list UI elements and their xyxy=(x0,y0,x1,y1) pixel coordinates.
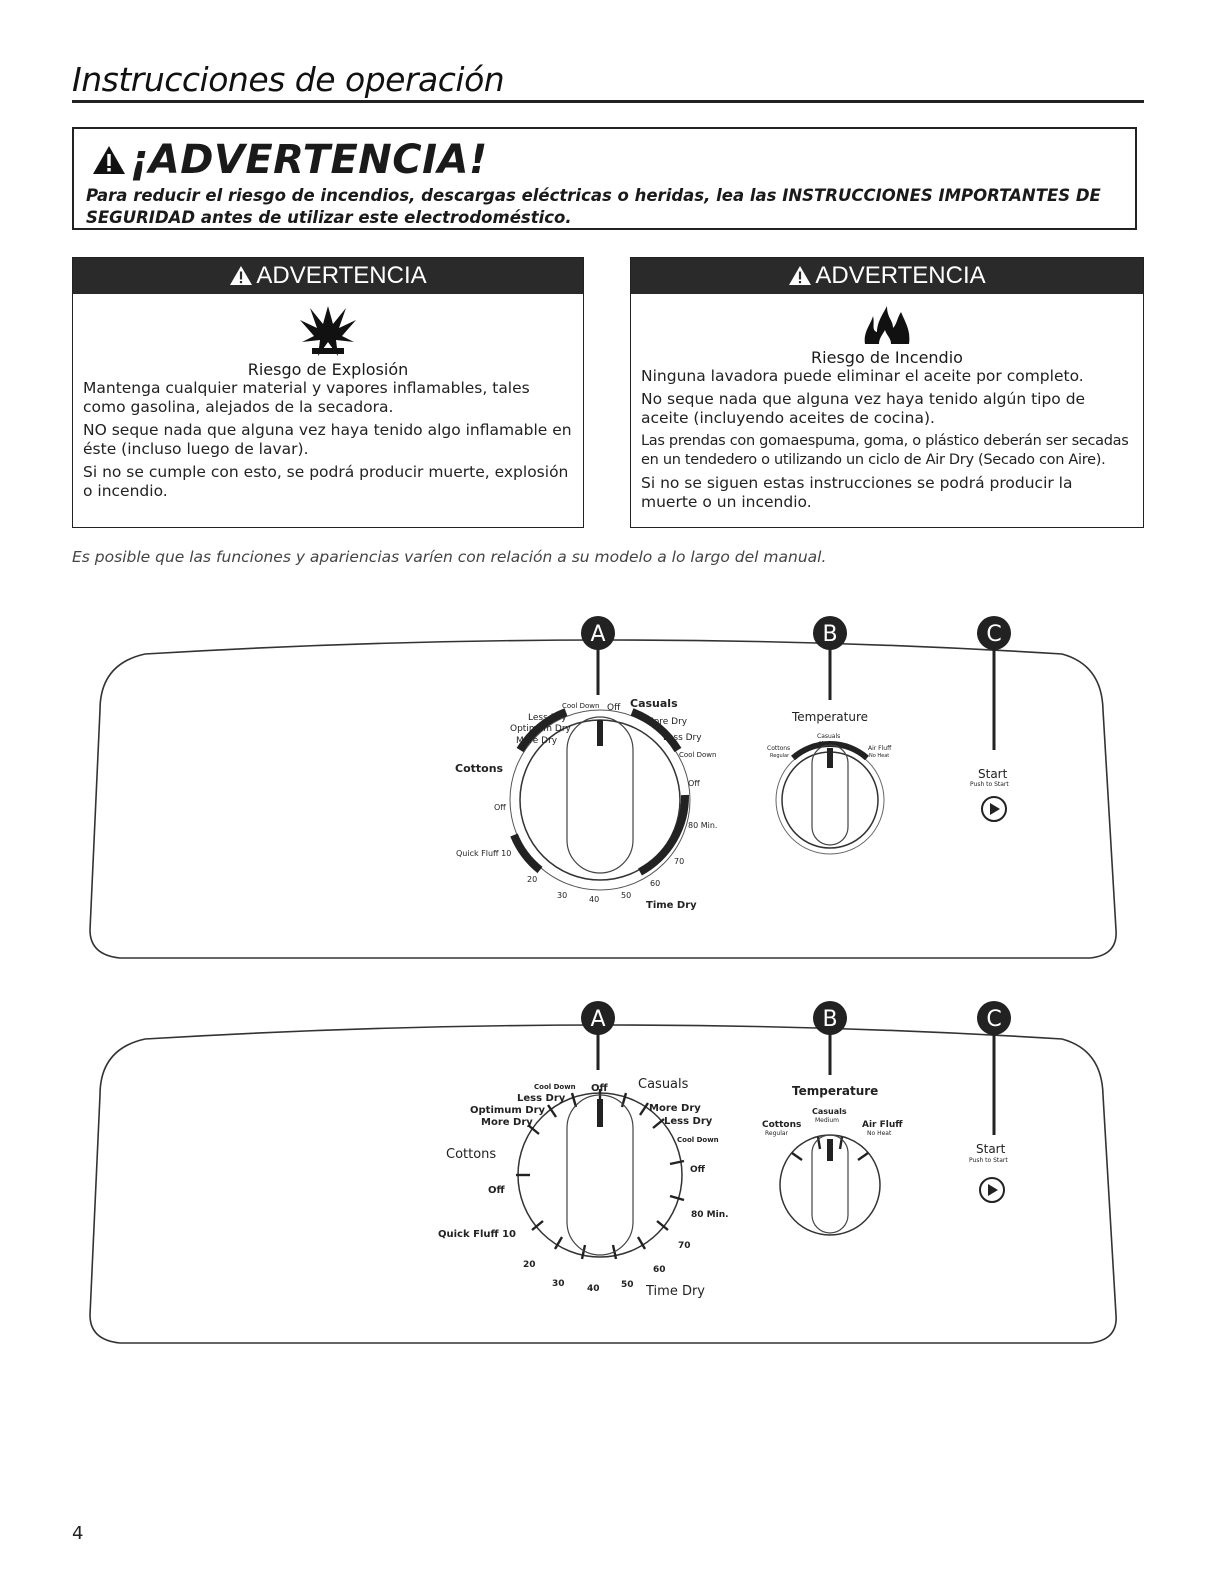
dial-label: Off xyxy=(488,1185,505,1196)
temp-label: Casuals xyxy=(812,1107,847,1116)
dial-label: Off xyxy=(607,703,621,713)
control-panel-illustration-2 xyxy=(0,985,1224,1355)
temp-label: Medium xyxy=(815,1117,839,1124)
fire-paragraph-1: Ninguna lavadora puede eliminar el aceite por completo. xyxy=(641,367,1084,385)
temp-label: Cottons xyxy=(767,745,791,752)
callout-b-label: B xyxy=(822,622,838,647)
panel-outline xyxy=(90,1025,1116,1343)
callout-a-label: A xyxy=(590,622,606,647)
dial-label: 20 xyxy=(523,1260,536,1270)
dial-label: 40 xyxy=(589,895,600,904)
fire-heading: Riesgo de Incendio xyxy=(811,348,963,367)
dial-label: Cottons xyxy=(455,762,504,775)
start-button[interactable] xyxy=(980,1178,1004,1202)
dial-label: Cool Down xyxy=(562,702,600,710)
temp-label: Regular xyxy=(765,1130,789,1137)
dial-label: Off xyxy=(688,779,700,788)
dial-label: More Dry xyxy=(649,1103,701,1114)
explosion-warning-box xyxy=(72,257,584,528)
dial-label: Off xyxy=(690,1165,705,1175)
dial-label: Cool Down xyxy=(534,1083,576,1091)
dial-label: 80 Min. xyxy=(688,821,718,830)
dial-label: Less Dry xyxy=(663,733,702,743)
dial-label: Time Dry xyxy=(646,900,697,911)
fire-paragraph-3: Las prendas con gomaespuma, goma, o plástico deberán ser secadas en un tendedero o utilizando un ciclo de Air Dry (Secado con Aire). xyxy=(641,433,1129,468)
temp-label: No Heat xyxy=(867,1130,892,1137)
play-icon xyxy=(990,803,1000,815)
temp-label: Air Fluff xyxy=(862,1120,903,1130)
fire-paragraph-4: Si no se siguen estas instrucciones se podrá producir la muerte o un incendio. xyxy=(641,474,1073,511)
temperature-labels xyxy=(762,1084,903,1137)
dial-label: Cottons xyxy=(446,1147,497,1162)
dial-label: 30 xyxy=(557,891,568,900)
dial-label: Off xyxy=(494,803,506,812)
start-button[interactable] xyxy=(982,797,1006,821)
page-number: 4 xyxy=(72,1523,84,1544)
dial-label: Optimum Dry xyxy=(470,1105,546,1116)
explosion-paragraph-1: Mantenga cualquier material y vapores inflamables, tales como gasolina, alejados de la secadora. xyxy=(83,379,530,416)
panel-outline xyxy=(90,640,1116,958)
play-icon xyxy=(988,1184,998,1196)
dial-label: Time Dry xyxy=(646,1284,705,1299)
title-rule xyxy=(72,100,1144,103)
dial-label: Cool Down xyxy=(679,751,717,759)
callout-c xyxy=(977,1001,1011,1135)
dial-label: Cool Down xyxy=(677,1136,719,1144)
temperature-dial[interactable] xyxy=(780,1135,880,1235)
main-warning-box xyxy=(72,127,1137,230)
cycle-dial-labels xyxy=(438,1077,729,1299)
explosion-paragraph-3: Si no se cumple con esto, se podrá producir muerte, explosión o incendio. xyxy=(83,463,569,500)
temperature-dial[interactable] xyxy=(776,744,884,854)
warning-triangle-icon xyxy=(229,265,253,286)
dial-label: 80 Min. xyxy=(691,1210,729,1220)
callout-b-label: B xyxy=(822,1007,838,1032)
main-warning-body: Para reducir el riesgo de incendios, descargas eléctricas o heridas, lea las INSTRUCCIONES IMPORTANTES DE SEGURIDAD antes de utilizar este electrodoméstico. xyxy=(86,186,1101,227)
temp-title: Temperature xyxy=(792,1084,879,1098)
temp-label: Regular xyxy=(770,753,790,759)
dial-label: More Dry xyxy=(481,1117,533,1128)
callout-a-label: A xyxy=(590,1007,606,1032)
start-label: Start xyxy=(976,1142,1006,1156)
temp-label: No Heat xyxy=(869,753,890,759)
warning-banner xyxy=(631,258,1143,294)
warning-banner-label: ADVERTENCIA xyxy=(256,262,427,289)
main-warning-headline xyxy=(92,137,488,183)
dial-label: 20 xyxy=(527,875,538,884)
dial-label: 70 xyxy=(678,1241,691,1251)
callout-c xyxy=(977,616,1011,750)
dial-label: Quick Fluff 10 xyxy=(456,849,512,858)
explosion-paragraph-2: NO seque nada que alguna vez haya tenido algo inflamable en éste (incluso luego de lavar). xyxy=(83,421,572,458)
dial-label: More Dry xyxy=(646,717,688,727)
callout-c-label: C xyxy=(986,1007,1002,1032)
callout-c-label: C xyxy=(986,622,1002,647)
page-title: Instrucciones de operación xyxy=(72,60,505,99)
dial-label: Quick Fluff 10 xyxy=(438,1229,516,1240)
main-warning-headline-text: ¡ADVERTENCIA! xyxy=(130,137,488,183)
dial-label: Less Dry xyxy=(528,713,567,723)
dial-label: 50 xyxy=(621,1280,634,1290)
temp-label: Medium xyxy=(819,741,839,747)
callout-b xyxy=(813,1001,847,1075)
temp-label: Cottons xyxy=(762,1120,802,1130)
dial-label: 60 xyxy=(650,879,661,888)
warning-banner-label: ADVERTENCIA xyxy=(815,262,986,289)
dial-label: Casuals xyxy=(638,1077,689,1092)
dial-label: Casuals xyxy=(630,697,678,710)
start-label: Start xyxy=(978,767,1008,781)
control-panel-illustration-1 xyxy=(0,600,1224,970)
callout-b xyxy=(813,616,847,700)
fire-icon xyxy=(857,302,917,346)
dial-label: Optimum Dry xyxy=(510,724,571,734)
dial-label: 50 xyxy=(621,891,632,900)
dial-label: 70 xyxy=(674,857,685,866)
temp-label: Casuals xyxy=(817,733,841,740)
fire-warning-box xyxy=(630,257,1144,528)
warning-triangle-icon xyxy=(92,145,126,175)
warning-banner xyxy=(73,258,583,294)
warning-triangle-icon xyxy=(788,265,812,286)
dial-label: 60 xyxy=(653,1265,666,1275)
temp-label: Air Fluff xyxy=(868,745,892,752)
callout-a xyxy=(581,616,615,695)
dial-label: 30 xyxy=(552,1279,565,1289)
model-disclaimer: Es posible que las funciones y apariencias varíen con relación a su modelo a lo largo del manual. xyxy=(72,548,827,566)
explosion-heading: Riesgo de Explosión xyxy=(247,360,409,379)
callout-a xyxy=(581,1001,615,1070)
dial-label: More Dry xyxy=(516,736,558,746)
temp-title: Temperature xyxy=(792,710,869,724)
dial-label: Off xyxy=(591,1083,608,1094)
dial-label: Less Dry xyxy=(664,1116,713,1127)
dial-label: 40 xyxy=(587,1284,600,1294)
fire-paragraph-2: No seque nada que alguna vez haya tenido algún tipo de aceite (incluyendo aceites de cocina). xyxy=(641,390,1086,427)
dial-label: Less Dry xyxy=(517,1093,566,1104)
start-sublabel: Push to Start xyxy=(970,781,1009,788)
explosion-icon xyxy=(298,302,358,358)
start-sublabel: Push to Start xyxy=(969,1157,1008,1164)
